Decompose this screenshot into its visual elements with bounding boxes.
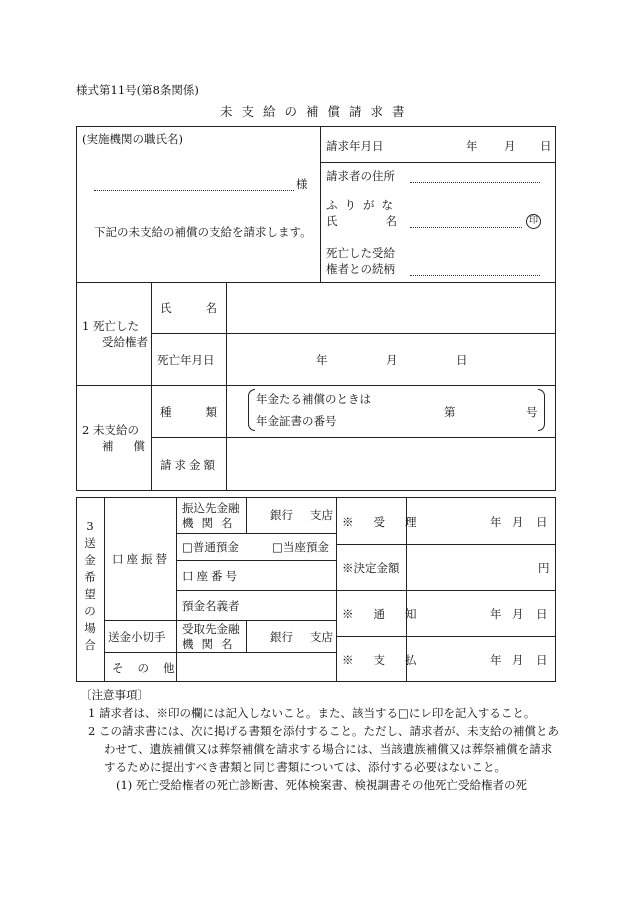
paid-year: 年 xyxy=(490,653,502,667)
year-label: 年 xyxy=(466,139,478,153)
address-line[interactable] xyxy=(410,182,540,183)
address-label: 請求者の住所 xyxy=(326,169,395,183)
type-label: 種類 xyxy=(160,405,251,419)
received-day: 日 xyxy=(536,515,548,529)
paid-label: ※支払 xyxy=(342,653,437,667)
divider xyxy=(246,620,247,652)
notified-label: ※通知 xyxy=(342,607,437,621)
section-1 xyxy=(76,282,556,386)
divider xyxy=(320,126,321,283)
relation-label-1: 死亡した受給 xyxy=(326,246,395,260)
relation-line[interactable] xyxy=(410,275,540,276)
bank-label-2: 機関名 xyxy=(182,516,241,530)
divider xyxy=(176,533,336,534)
recv-bank-label-1: 受取先金融 xyxy=(182,622,240,636)
dai-label: 第 xyxy=(444,405,456,419)
bracket xyxy=(538,389,545,431)
deceased-name-label: 氏名 xyxy=(160,301,251,315)
note-item-1: 1 請求者は、※印の欄には記入しないこと。また、該当する□にレ印を記入すること。 xyxy=(88,706,536,720)
section1-label-2: 受給権者 xyxy=(102,335,148,349)
section2-label-1: 2 未支給の xyxy=(82,423,139,437)
recv-branch-text: 支店 xyxy=(310,630,333,644)
note-item-2: 2 この請求書には、次に掲げる書類を添付すること。ただし、請求者が、未支給の補償とあわせて、遺族補償又は葬祭補償を請求する場合には、当該遺族補償又は葬祭補償を請求するために提出すべき書類と同じ書類については、添付する必要はないこと。 xyxy=(88,724,559,774)
notes xyxy=(80,686,560,794)
divider xyxy=(226,385,227,491)
death-month: 月 xyxy=(386,353,398,367)
divider xyxy=(151,437,556,438)
received-month: 月 xyxy=(512,515,524,529)
day-label: 日 xyxy=(540,139,552,153)
other-label: その他 xyxy=(112,661,189,675)
notified-year: 年 xyxy=(490,607,502,621)
received-year: 年 xyxy=(490,515,502,529)
notified-month: 月 xyxy=(512,607,524,621)
section1-label-1: 1 死亡した xyxy=(82,319,139,333)
check-label: 送金小切手 xyxy=(108,630,166,644)
institution-label: (実施機関の職氏名) xyxy=(82,132,183,146)
section3-vertical-label: 3送金希望の場合 xyxy=(84,519,96,652)
bank-label-1: 振込先金融 xyxy=(182,501,240,515)
section2-label-2: 補償 xyxy=(102,439,165,453)
paid-day: 日 xyxy=(536,653,548,667)
name-label: 氏名 xyxy=(326,214,445,228)
go-label: 号 xyxy=(526,405,538,419)
bank-text: 銀行 xyxy=(270,508,293,522)
pension-line-2: 年金証書の番号 xyxy=(256,414,337,428)
divider xyxy=(336,590,556,591)
divider xyxy=(104,497,105,682)
divider xyxy=(176,560,336,561)
notes-heading: 〔注意事項〕 xyxy=(80,688,149,702)
yen-label: 円 xyxy=(538,561,550,575)
month-label: 月 xyxy=(504,139,516,153)
name-line[interactable] xyxy=(410,227,522,228)
decided-amount-label: ※決定金額 xyxy=(342,561,400,575)
furigana-label: ふりがな xyxy=(326,198,400,212)
checking-deposit-checkbox[interactable]: □当座預金 xyxy=(272,540,329,554)
divider xyxy=(176,590,336,591)
divider xyxy=(226,282,227,386)
request-text: 下記の未支給の補償の支給を請求します。 xyxy=(94,225,312,239)
divider xyxy=(151,333,556,334)
date-label: 請求年月日 xyxy=(326,139,384,153)
death-date-label: 死亡年月日 xyxy=(157,353,215,367)
paid-month: 月 xyxy=(512,653,524,667)
ordinary-deposit-checkbox[interactable]: □普通預金 xyxy=(182,540,239,554)
relation-label-2: 権者との続柄 xyxy=(326,262,395,276)
branch-text: 支店 xyxy=(310,508,333,522)
divider xyxy=(104,652,336,653)
received-label: ※受理 xyxy=(342,515,437,529)
bracket xyxy=(248,389,255,431)
recv-bank-label-2: 機関名 xyxy=(182,637,241,651)
account-number-label: 口座番号 xyxy=(182,569,240,583)
divider xyxy=(320,162,556,163)
death-day: 日 xyxy=(456,353,468,367)
amount-label: 請求金額 xyxy=(160,458,218,472)
sama-label: 様 xyxy=(296,177,308,191)
divider xyxy=(336,544,556,545)
note-item-2-1: (1) 死亡受給権者の死亡診断書、死体検案書、検視調書その他死亡受給権者の死 xyxy=(116,778,527,792)
top-section xyxy=(76,126,556,283)
form-number: 様式第11号(第8条関係) xyxy=(76,83,199,97)
form-title: 未支給の補償請求書 xyxy=(220,104,414,119)
recv-bank-text: 銀行 xyxy=(270,630,293,644)
account-transfer-label: 口座振替 xyxy=(112,552,170,566)
pension-line-1: 年金たる補償のときは xyxy=(256,392,371,406)
divider xyxy=(151,282,152,386)
account-holder-label: 預金名義者 xyxy=(182,599,240,613)
seal-icon: 印 xyxy=(526,214,541,229)
death-year: 年 xyxy=(316,353,328,367)
notified-day: 日 xyxy=(536,607,548,621)
institution-line[interactable] xyxy=(94,190,294,191)
divider xyxy=(246,497,247,533)
divider xyxy=(336,636,556,637)
